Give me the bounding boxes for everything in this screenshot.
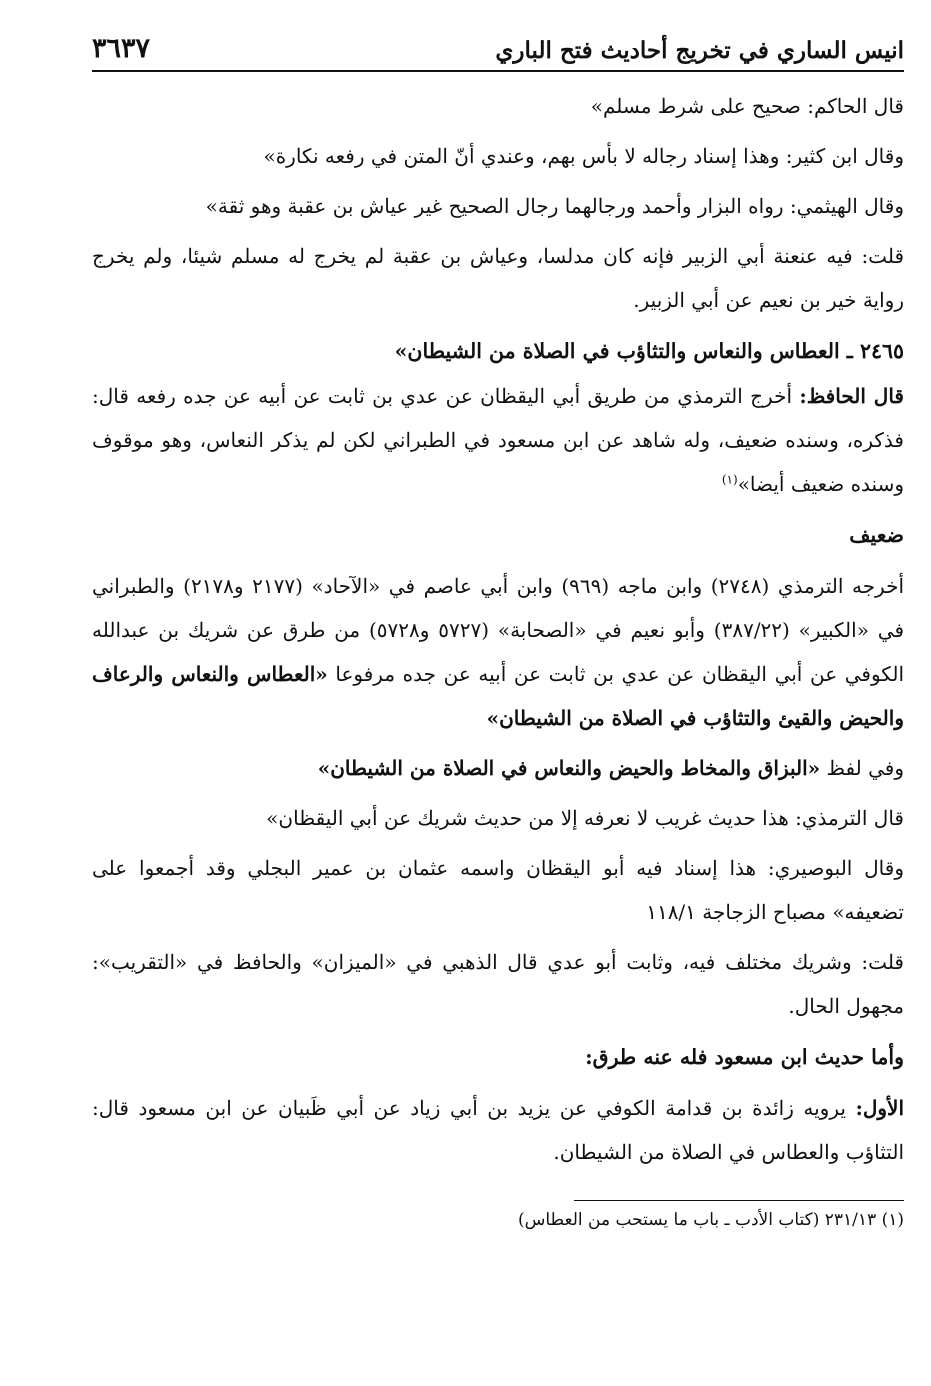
hafiz-text: أخرج الترمذي من طريق أبي اليقظان عن عدي بن ثابت عن أبيه عن جده رفعه قال: فذكره، وسنده ضعيف، وله شاهد عن ابن مسعود في الطبراني لكن لم يذكر النعاس، وهو موقوف وسنده ضعيف أيضا» — [92, 384, 904, 496]
page-number: ٣٦٣٧ — [92, 33, 151, 64]
takhrij-matn: «العطاس والنعاس والرعاف والحيض والقيئ والتثاؤب في الصلاة من الشيطان» — [92, 662, 904, 730]
takhrij-paragraph — [92, 564, 904, 740]
footnote-ref: (١) — [721, 472, 738, 487]
lafz-paragraph — [92, 746, 904, 790]
comment-tirmidhi: قال الترمذي: هذا حديث غريب لا نعرفه إلا من حديث شريك عن أبي اليقظان» — [266, 806, 904, 830]
first-route-text: يرويه زائدة بن قدامة الكوفي عن يزيد بن أبي زياد عن أبي ظَبيان عن ابن مسعود قال: التثاؤب والعطاس في الصلاة من الشيطان. — [92, 1096, 904, 1164]
paragraph-qultu-1: قلت: فيه عنعنة أبي الزبير فإنه كان مدلسا، وعياش بن عقبة لم يخرج له مسلم شيئا، ولم يخرج رواية خير بن نعيم عن أبي الزبير. — [92, 244, 904, 312]
comment-busiri: وقال البوصيري: هذا إسناد فيه أبو اليقظان واسمه عثمان بن عمير البجلي وقد أجمعوا على تضعيفه» مصباح الزجاجة ١١٨/١ — [92, 856, 904, 924]
first-route-label: الأول: — [855, 1096, 905, 1120]
footnote-divider — [574, 1200, 904, 1201]
comment-qultu-2: قلت: وشريك مختلف فيه، وثابت أبو عدي قال الذهبي في «الميزان» والحافظ في «التقريب»: مجهول الحال. — [92, 950, 904, 1018]
paragraph-haythami: وقال الهيثمي: رواه البزار وأحمد ورجالهما رجال الصحيح غير عياش بن عقبة وهو ثقة» — [205, 194, 904, 218]
hadith-heading: ٢٤٦٥ ـ العطاس والنعاس والتثاؤب في الصلاة من الشيطان» — [394, 339, 904, 363]
hafiz-label: قال الحافظ: — [799, 384, 904, 408]
lafz-matn: «البزاق والمخاط والحيض والنعاس في الصلاة من الشيطان» — [317, 756, 821, 780]
document-page — [92, 32, 904, 1237]
ibn-masud-heading: وأما حديث ابن مسعود فله عنه طرق: — [585, 1045, 904, 1069]
book-title: انيس الساري في تخريج أحاديث فتح الباري — [495, 37, 904, 64]
takhrij-text: أخرجه الترمذي (٢٧٤٨) وابن ماجه (٩٦٩) وابن أبي عاصم في «الآحاد» (٢١٧٧ و٢١٧٨) والطبراني في «الكبير» (٣٨٧/٢٢) وأبو نعيم في «الصحابة» (٥٧٢٧ و٥٧٢٨) من طرق عن شريك بن عبدالله الكوفي عن أبي اليقظان عن عدي بن ثابت عن أبيه عن جده مرفوعا — [92, 574, 905, 686]
grade-label: ضعيف — [849, 523, 904, 547]
paragraph-ibn-kathir: وقال ابن كثير: وهذا إسناد رجاله لا بأس بهم، وعندي أنّ المتن في رفعه نكارة» — [263, 144, 904, 168]
first-route-paragraph — [92, 1086, 904, 1174]
page-body — [92, 84, 904, 1237]
paragraph-hakim: قال الحاكم: صحيح على شرط مسلم» — [590, 94, 904, 118]
running-header — [92, 32, 904, 72]
footnote: (١) ٢٣١/١٣ (كتاب الأدب ـ باب ما يستحب من العطاس) — [517, 1210, 904, 1230]
hafiz-paragraph — [92, 374, 904, 506]
lafz-prefix: وفي لفظ — [826, 756, 904, 780]
